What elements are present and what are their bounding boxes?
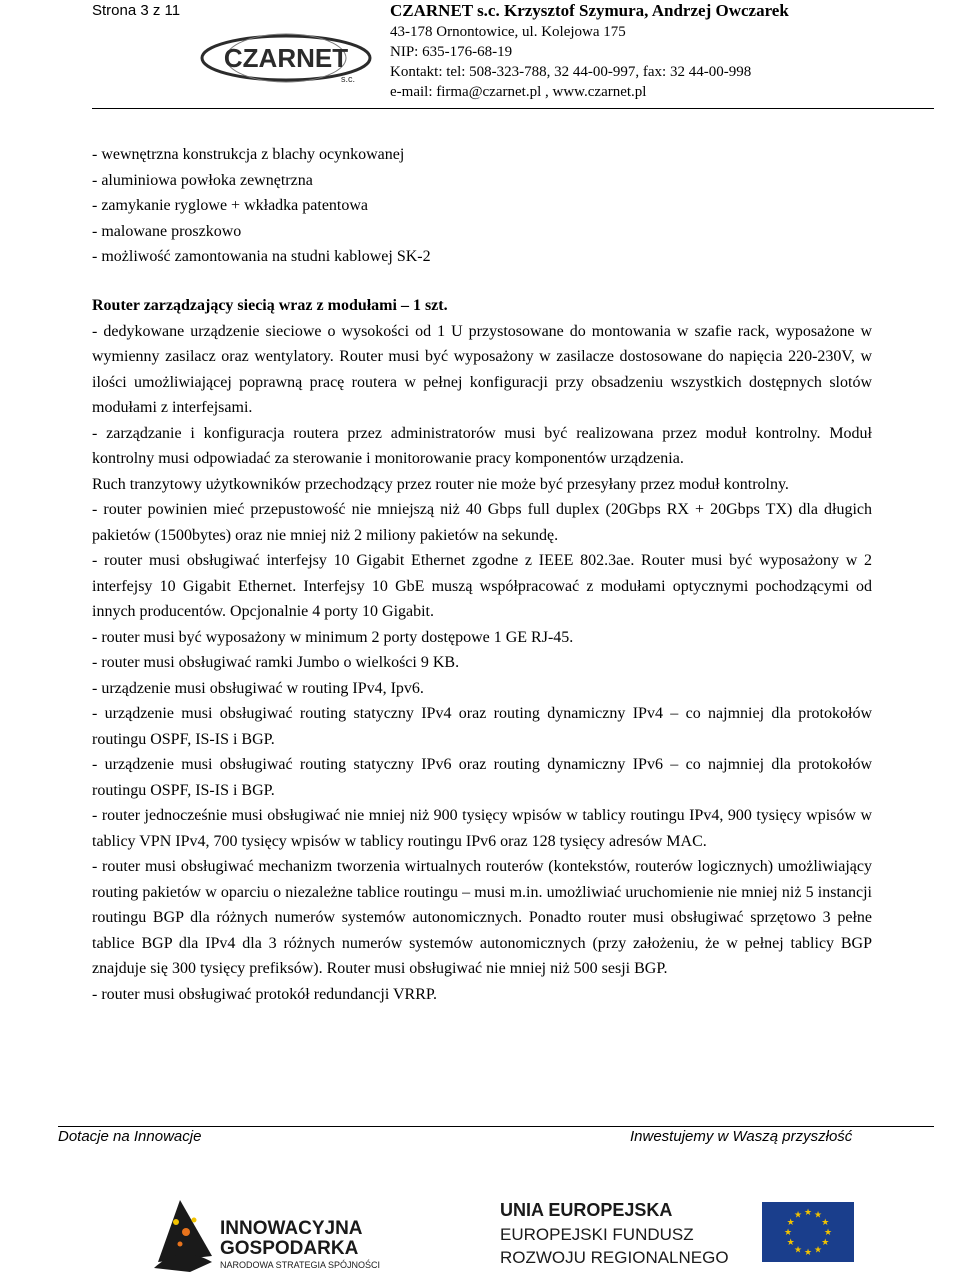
eu-star-icon: ★ [793, 1244, 803, 1255]
company-info [390, 0, 789, 102]
eu-line1: UNIA EUROPEJSKA [500, 1200, 673, 1220]
feature-list [92, 142, 872, 270]
paragraph: - router musi obsługiwać ramki Jumbo o wielkości 9 KB. [92, 654, 460, 671]
eu-line3: ROZWOJU REGIONALNEGO [500, 1248, 729, 1267]
section-title: Router zarządzający siecią wraz z modułami – 1 szt. [92, 297, 448, 314]
paragraph: - router musi być wyposażony w minimum 2 porty dostępowe 1 GE RJ-45. [92, 628, 574, 646]
eu-star-icon: ★ [803, 1207, 813, 1217]
footer-left-text: Dotacje na Innowacje [58, 1128, 202, 1145]
ig-line2: GOSPODARKA [220, 1238, 359, 1259]
list-item: - malowane proszkowo [92, 222, 242, 240]
paragraph: - router musi obsługiwać mechanizm tworzenia wirtualnych routerów (kontekstów, routerów logicznych) umożliwiający routing pakietów w oparciu o niezależne tablice routingu – musi m.in. umożliwiać uruchomienie nie mniej niż 5 instancji routingu BGP dla różnych numerów systemów autonomicznych. Ponadto router musi obsługiwać sprzętowo 3 pełne tablice BGP dla IPv4 dla 3 różnych numerów systemów autonomicznych (przy założeniu, że w pełnej tablicy BGP znajduje się 300 tysięcy prefiksów). Router musi obsługiwać nie mniej niż 500 sesji BGP. [92, 858, 872, 977]
paragraph: Ruch tranzytowy użytkowników przechodzący przez router nie może być przesyłany przez moduł kontrolny. [92, 475, 789, 493]
list-item: - możliwość zamontowania na studni kablowej SK-2 [92, 248, 431, 265]
eu-star-icon: ★ [803, 1247, 813, 1257]
logo-suffix: s.c. [340, 74, 356, 84]
company-name: CZARNET s.c. Krzysztof Szymura, Andrzej Owczarek [390, 1, 789, 20]
list-item: - zamykanie ryglowe + wkładka patentowa [92, 197, 369, 214]
eu-star-icon: ★ [821, 1217, 830, 1227]
footer-right-text: Inwestujemy w Waszą przyszłość [630, 1128, 853, 1145]
header-divider [92, 108, 934, 109]
eu-star-icon: ★ [823, 1227, 833, 1237]
eu-line2: EUROPEJSKI FUNDUSZ [500, 1225, 694, 1244]
eu-star-icon: ★ [813, 1209, 823, 1220]
company-contact: Kontakt: tel: 508-323-788, 32 44-00-997, fax: 32 44-00-998 [390, 64, 752, 80]
eu-star-icon: ★ [786, 1217, 795, 1227]
company-nip: NIP: 635-176-68-19 [390, 44, 513, 60]
router-section [92, 293, 872, 1007]
eu-star-icon: ★ [821, 1237, 830, 1247]
eu-star-icon: ★ [783, 1227, 793, 1237]
page-number: Strona 3 z 11 [92, 2, 181, 19]
czarnet-logo [198, 32, 374, 84]
paragraph: - urządzenie musi obsługiwać routing statyczny IPv6 oraz routing dynamiczny IPv6 – co najmniej dla protokołów routingu OSPF, IS-IS i BGP. [92, 756, 872, 799]
innowacyjna-gospodarka-logo [150, 1192, 415, 1274]
list-item: - wewnętrzna konstrukcja z blachy ocynkowanej [92, 146, 405, 163]
company-address: 43-178 Ornontowice, ul. Kolejowa 175 [390, 24, 626, 40]
ig-line1: INNOWACYJNA [220, 1218, 363, 1239]
eu-star-icon: ★ [813, 1244, 823, 1255]
eu-star-icon: ★ [786, 1237, 795, 1247]
paragraph: - router musi obsługiwać interfejsy 10 Gigabit Ethernet zgodne z IEEE 802.3ae. Router musi być wyposażony w 2 interfejsy 10 Gigabit Ethernet. Interfejsy 10 GbE muszą współpracować z modułami optycznymi pochodzącymi od innych producentów. Opcjonalnie 4 porty 10 Gigabit. [92, 552, 872, 620]
ig-line3: NARODOWA STRATEGIA SPÓJNOŚCI [220, 1260, 381, 1270]
paragraph: - urządzenie musi obsługiwać w routing IPv4, Ipv6. [92, 679, 424, 697]
paragraph: - dedykowane urządzenie sieciowe o wysokości od 1 U przystosowane do montowania w szafie rack, wyposażone w wymienny zasilacz oraz wentylatory. Router musi być wyposażony w zasilacze dostosowane do napięcia 220-230V, w ilości umożliwiającej poprawną pracę routera w pełnej konfiguracji przy obsadzeniu wszystkich dostępnych slotów modułami z interfejsami. [92, 322, 872, 416]
paragraph: - router powinien mieć przepustowość nie mniejszą niż 40 Gbps full duplex (20Gbps RX + 20Gbps TX) dla długich pakietów (1500bytes) oraz nie mniej niż 2 miliony pakietów na sekundę. [92, 501, 872, 544]
paragraph: - urządzenie musi obsługiwać routing statyczny IPv4 oraz routing dynamiczny IPv4 – co najmniej dla protokołów routingu OSPF, IS-IS i BGP. [92, 705, 872, 748]
eu-flag-icon [762, 1202, 854, 1262]
paragraph: - zarządzanie i konfiguracja routera przez administratorów musi być realizowana przez moduł kontrolny. Moduł kontrolny musi odpowiadać za sterowanie i monitorowanie pracy komponentów urządzenia. [92, 424, 872, 467]
paragraph: - router jednocześnie musi obsługiwać nie mniej niż 900 tysięcy wpisów w tablicy routingu IPv4, 900 tysięcy wpisów w tablicy VPN IPv4, 700 tysięcy wpisów w tablicy routingu IPv6 oraz 128 tysięcy adresów MAC. [92, 807, 872, 850]
list-item: - aluminiowa powłoka zewnętrzna [92, 171, 313, 189]
company-email: e-mail: firma@czarnet.pl , www.czarnet.pl [390, 84, 647, 100]
logo-text: CZARNET [223, 43, 349, 73]
paragraph: - router musi obsługiwać protokół redundancji VRRP. [92, 985, 437, 1003]
eu-star-icon: ★ [793, 1209, 803, 1220]
eu-fund-logo [500, 1192, 878, 1272]
